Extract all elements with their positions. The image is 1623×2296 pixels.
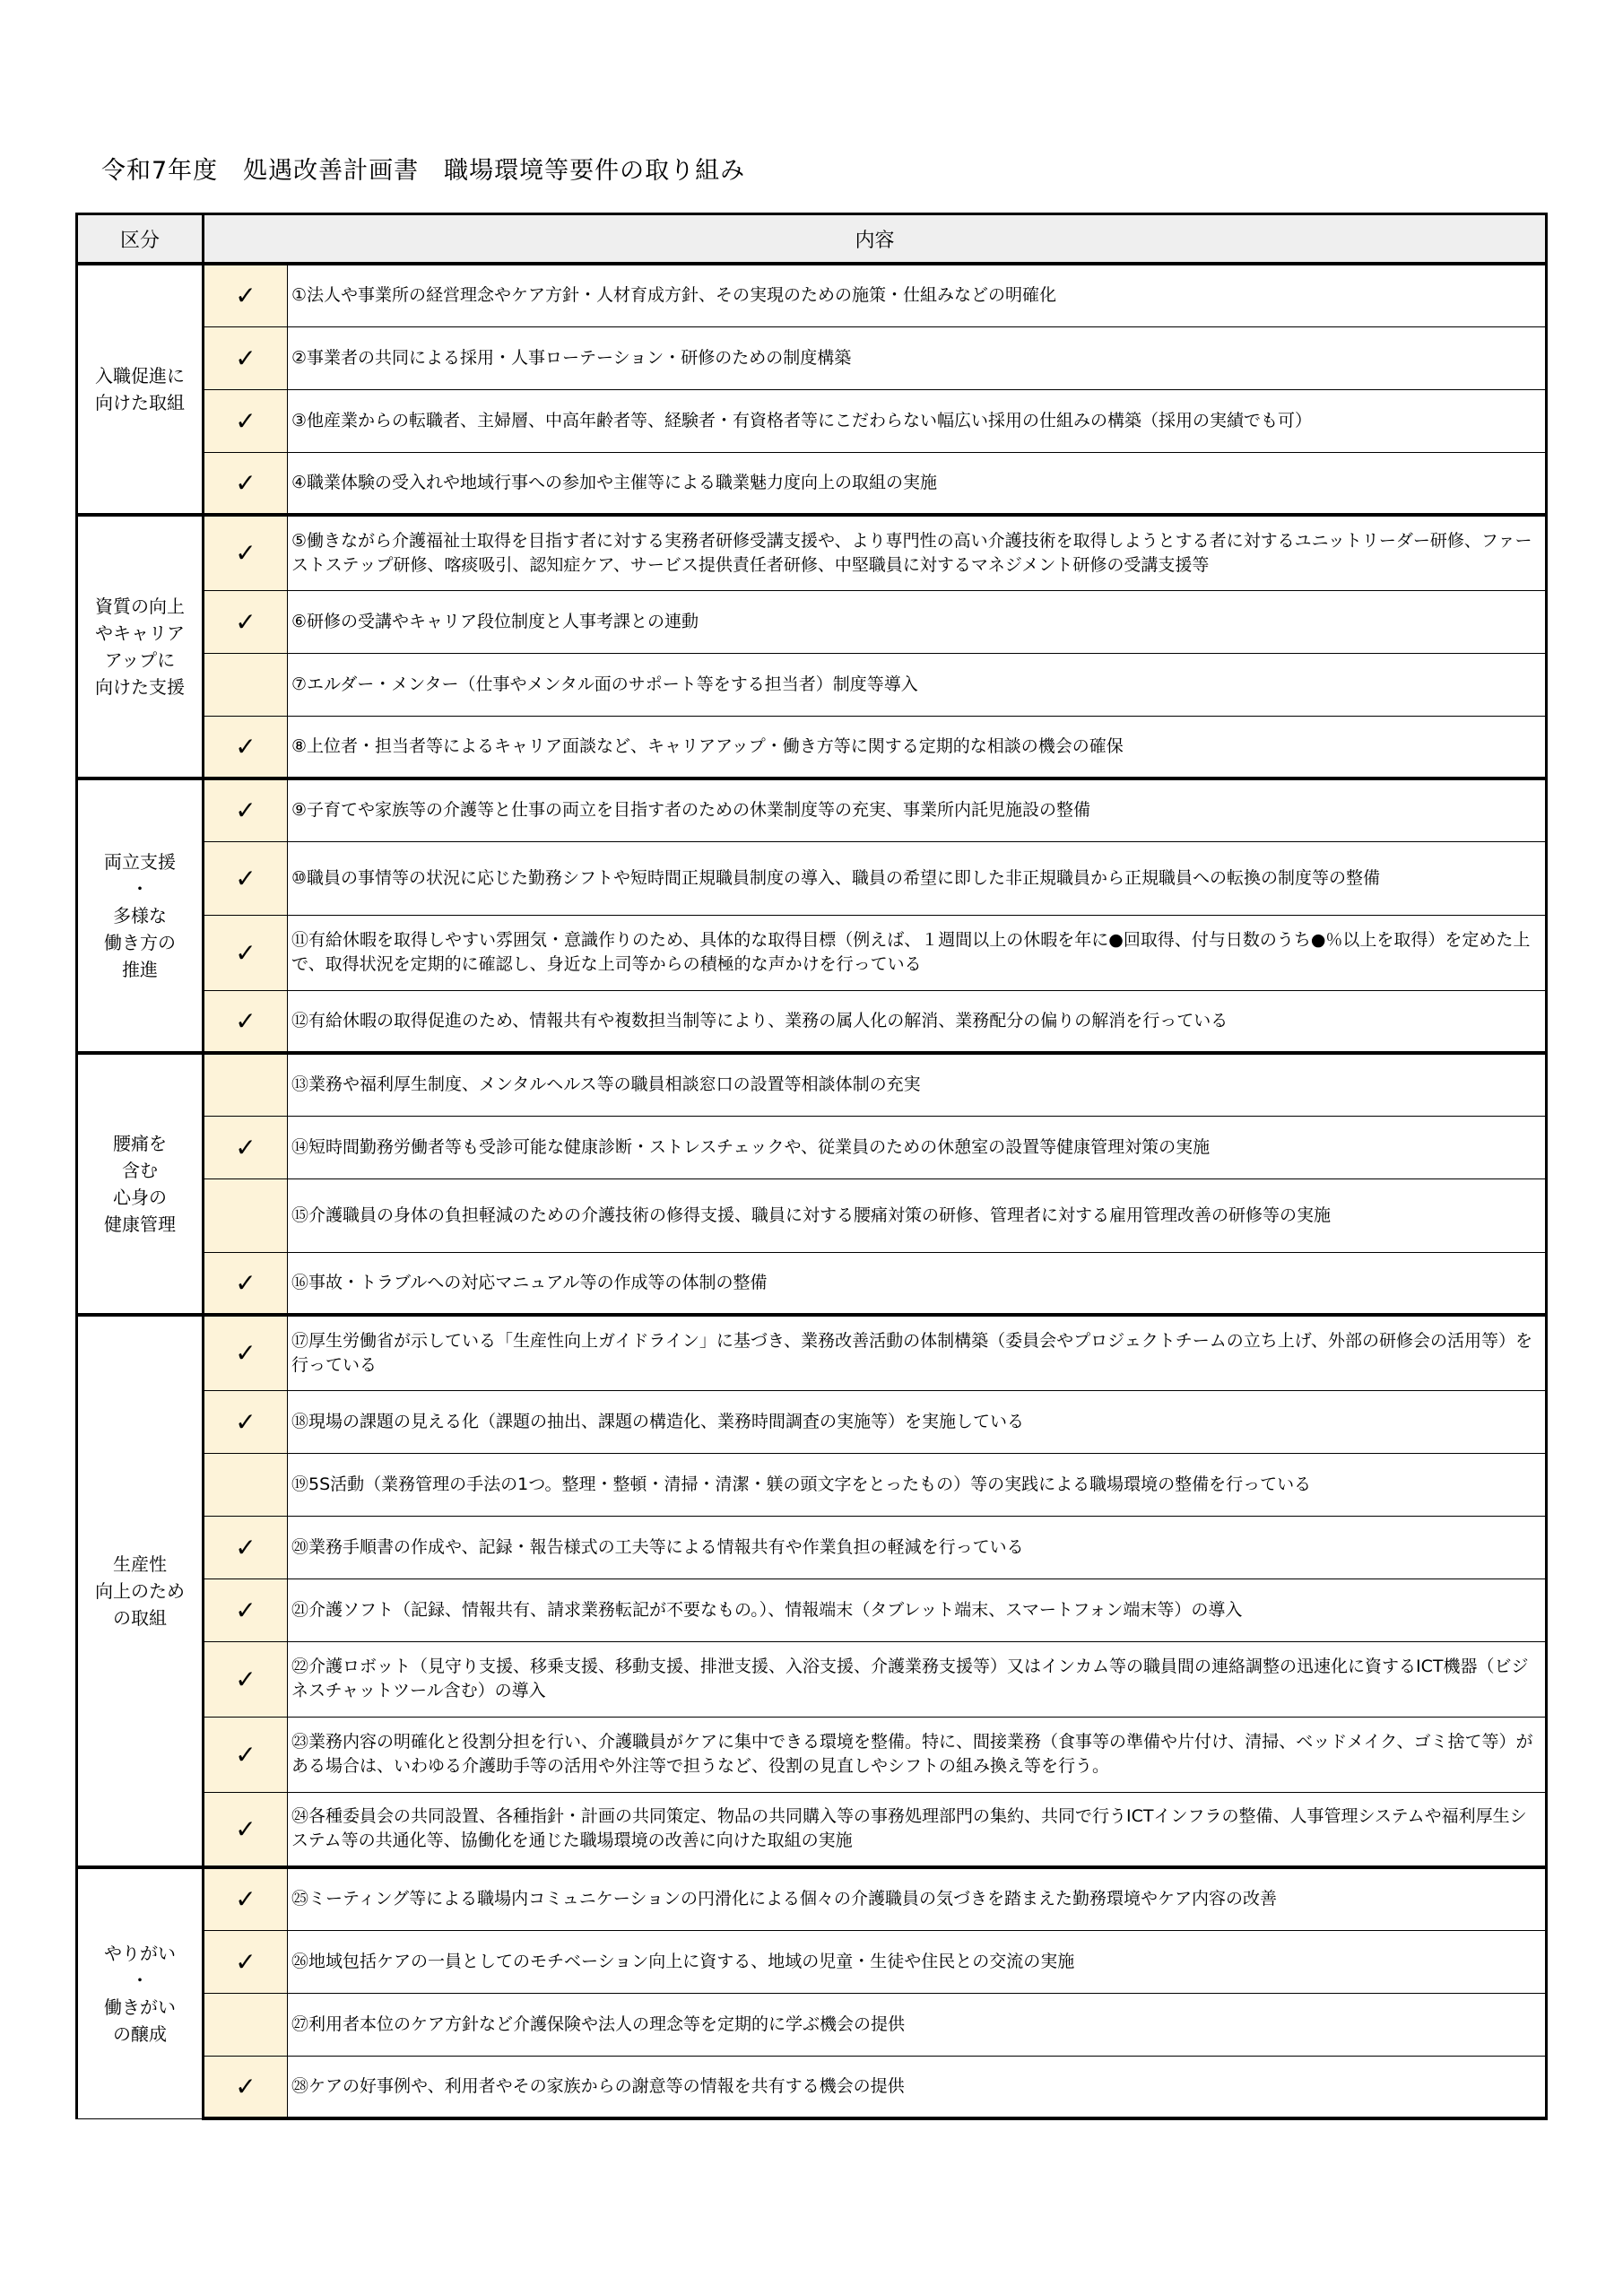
table-row [77, 778, 1547, 841]
item-checkbox[interactable] [204, 1867, 288, 1930]
table-row [77, 1516, 1547, 1578]
table-row [77, 264, 1547, 326]
category-label: 生産性 向上のため の取組 [77, 1315, 204, 1867]
table-row [77, 515, 1547, 590]
table-row [77, 1053, 1547, 1116]
check-mark-icon: ✓ [235, 1884, 256, 1915]
table-header-row [77, 214, 1547, 265]
item-checkbox[interactable] [204, 1930, 288, 1993]
item-checkbox[interactable] [204, 1390, 288, 1453]
item-checkbox[interactable] [204, 1453, 288, 1516]
item-checkbox[interactable] [204, 1578, 288, 1641]
category-label: やりがい ・ 働きがい の醸成 [77, 1867, 204, 2118]
item-checkbox[interactable] [204, 1252, 288, 1315]
item-checkbox[interactable] [204, 590, 288, 653]
page-title: 令和7年度 処遇改善計画書 職場環境等要件の取り組み [101, 157, 746, 185]
item-checkbox[interactable] [204, 915, 288, 990]
item-text: ⑫有給休暇の取得促進のため、情報共有や複数担当制等により、業務の属人化の解消、業務配分の偏りの解消を行っている [288, 990, 1547, 1053]
check-mark-icon: ✓ [235, 1813, 256, 1844]
item-text: ⑯事故・トラブルへの対応マニュアル等の作成等の体制の整備 [288, 1252, 1547, 1315]
check-mark-icon: ✓ [235, 731, 256, 761]
item-text: ⑤働きながら介護福祉士取得を目指す者に対する実務者研修受講支援や、より専門性の高い介護技術を取得しようとする者に対するユニットリーダー研修、ファーストステップ研修、喀痰吸引、認知症ケア、サービス提供責任者研修、中堅職員に対するマネジメント研修の受講支援等 [288, 515, 1547, 590]
table-row [77, 326, 1547, 389]
check-mark-icon: ✓ [235, 1267, 256, 1298]
item-text: ③他産業からの転職者、主婦層、中高年齢者等、経験者・有資格者等にこだわらない幅広い採用の仕組みの構築（採用の実績でも可） [288, 389, 1547, 452]
item-text: ㉖地域包括ケアの一員としてのモチベーション向上に資する、地域の児童・生徒や住民との交流の実施 [288, 1930, 1547, 1993]
table-row [77, 1930, 1547, 1993]
table-row [77, 2056, 1547, 2118]
check-mark-icon: ✓ [235, 1595, 256, 1625]
item-checkbox[interactable] [204, 653, 288, 716]
item-checkbox[interactable] [204, 515, 288, 590]
item-checkbox[interactable] [204, 1178, 288, 1252]
table-row [77, 1252, 1547, 1315]
item-text: ⑮介護職員の身体の負担軽減のための介護技術の修得支援、職員に対する腰痛対策の研修、管理者に対する雇用管理改善の研修等の実施 [288, 1178, 1547, 1252]
item-checkbox[interactable] [204, 1053, 288, 1116]
item-text: ⑧上位者・担当者等によるキャリア面談など、キャリアアップ・働き方等に関する定期的な相談の機会の確保 [288, 716, 1547, 778]
check-mark-icon: ✓ [235, 467, 256, 498]
check-mark-icon: ✓ [235, 538, 256, 569]
table-row [77, 1116, 1547, 1178]
table-body [77, 264, 1547, 2118]
table-row [77, 590, 1547, 653]
table-row [77, 841, 1547, 915]
item-checkbox[interactable] [204, 990, 288, 1053]
requirements-table [75, 213, 1548, 2120]
table-row [77, 452, 1547, 515]
table-row [77, 653, 1547, 716]
item-checkbox[interactable] [204, 264, 288, 326]
item-text: ㉓業務内容の明確化と役割分担を行い、介護職員がケアに集中できる環境を整備。特に、間接業務（食事等の準備や片付け、清掃、ベッドメイク、ゴミ捨て等）がある場合は、いわゆる介護助手等の活用や外注等で担うなど、役割の見直しやシフトの組み換え等を行う。 [288, 1717, 1547, 1792]
item-checkbox[interactable] [204, 1792, 288, 1867]
check-mark-icon: ✓ [235, 606, 256, 637]
table-row [77, 915, 1547, 990]
item-text: ㉕ミーティング等による職場内コミュニケーションの円滑化による個々の介護職員の気づきを踏まえた勤務環境やケア内容の改善 [288, 1867, 1547, 1930]
item-text: ①法人や事業所の経営理念やケア方針・人材育成方針、その実現のための施策・仕組みなどの明確化 [288, 264, 1547, 326]
item-text: ⑨子育てや家族等の介護等と仕事の両立を目指す者のための休業制度等の充実、事業所内託児施設の整備 [288, 778, 1547, 841]
header-category: 区分 [77, 214, 204, 265]
check-mark-icon: ✓ [235, 343, 256, 373]
table-row [77, 1178, 1547, 1252]
check-mark-icon: ✓ [235, 1338, 256, 1369]
table-row [77, 1390, 1547, 1453]
item-text: ㉒介護ロボット（見守り支援、移乗支援、移動支援、排泄支援、入浴支援、介護業務支援等）又はインカム等の職員間の連絡調整の迅速化に資するICT機器（ビジネスチャットツール含む）の導入 [288, 1641, 1547, 1717]
item-checkbox[interactable] [204, 841, 288, 915]
item-text: ㉘ケアの好事例や、利用者やその家族からの謝意等の情報を共有する機会の提供 [288, 2056, 1547, 2118]
item-checkbox[interactable] [204, 326, 288, 389]
item-checkbox[interactable] [204, 1717, 288, 1792]
category-label: 両立支援 ・ 多様な 働き方の 推進 [77, 778, 204, 1053]
item-checkbox[interactable] [204, 1641, 288, 1717]
check-mark-icon: ✓ [235, 1664, 256, 1694]
item-checkbox[interactable] [204, 452, 288, 515]
check-mark-icon: ✓ [235, 405, 256, 436]
table-row [77, 1315, 1547, 1390]
item-text: ㉔各種委員会の共同設置、各種指針・計画の共同策定、物品の共同購入等の事務処理部門の集約、共同で行うICTインフラの整備、人事管理システムや福利厚生システム等の共通化等、協働化を通じた職場環境の改善に向けた取組の実施 [288, 1792, 1547, 1867]
item-text: ⑩職員の事情等の状況に応じた勤務シフトや短時間正規職員制度の導入、職員の希望に即した非正規職員から正規職員への転換の制度等の整備 [288, 841, 1547, 915]
item-checkbox[interactable] [204, 389, 288, 452]
item-checkbox[interactable] [204, 1516, 288, 1578]
table-row [77, 1867, 1547, 1930]
check-mark-icon: ✓ [235, 1739, 256, 1770]
item-text: ⑦エルダー・メンター（仕事やメンタル面のサポート等をする担当者）制度等導入 [288, 653, 1547, 716]
table-row [77, 990, 1547, 1053]
table-row [77, 1578, 1547, 1641]
table-row [77, 716, 1547, 778]
item-checkbox[interactable] [204, 1315, 288, 1390]
check-mark-icon: ✓ [235, 1532, 256, 1562]
table-row [77, 1453, 1547, 1516]
check-mark-icon: ✓ [235, 2071, 256, 2101]
item-checkbox[interactable] [204, 1116, 288, 1178]
category-label: 腰痛を 含む 心身の 健康管理 [77, 1053, 204, 1315]
item-text: ⑱現場の課題の見える化（課題の抽出、課題の構造化、業務時間調査の実施等）を実施している [288, 1390, 1547, 1453]
item-text: ⑥研修の受講やキャリア段位制度と人事考課との連動 [288, 590, 1547, 653]
item-text: ⑭短時間勤務労働者等も受診可能な健康診断・ストレスチェックや、従業員のための休憩室の設置等健康管理対策の実施 [288, 1116, 1547, 1178]
item-text: ⑲5S活動（業務管理の手法の1つ。整理・整頓・清掃・清潔・躾の頭文字をとったもの）等の実践による職場環境の整備を行っている [288, 1453, 1547, 1516]
check-mark-icon: ✓ [235, 1132, 256, 1162]
table-row [77, 1792, 1547, 1867]
item-checkbox[interactable] [204, 716, 288, 778]
item-text: ②事業者の共同による採用・人事ローテーション・研修のための制度構築 [288, 326, 1547, 389]
item-text: ⑰厚生労働省が示している「生産性向上ガイドライン」に基づき、業務改善活動の体制構築（委員会やプロジェクトチームの立ち上げ、外部の研修会の活用等）を行っている [288, 1315, 1547, 1390]
check-mark-icon: ✓ [235, 1005, 256, 1036]
category-label: 入職促進に 向けた取組 [77, 264, 204, 515]
item-text: ⑳業務手順書の作成や、記録・報告様式の工夫等による情報共有や作業負担の軽減を行っている [288, 1516, 1547, 1578]
item-text: ⑬業務や福利厚生制度、メンタルヘルス等の職員相談窓口の設置等相談体制の充実 [288, 1053, 1547, 1116]
item-text: ㉗利用者本位のケア方針など介護保険や法人の理念等を定期的に学ぶ機会の提供 [288, 1993, 1547, 2056]
table-row [77, 1993, 1547, 2056]
item-checkbox[interactable] [204, 778, 288, 841]
category-label: 資質の向上 やキャリア アップに 向けた支援 [77, 515, 204, 778]
table-row [77, 389, 1547, 452]
check-mark-icon: ✓ [235, 796, 256, 826]
check-mark-icon: ✓ [235, 1946, 256, 1977]
item-text: ④職業体験の受入れや地域行事への参加や主催等による職業魅力度向上の取組の実施 [288, 452, 1547, 515]
check-mark-icon: ✓ [235, 1406, 256, 1437]
item-checkbox[interactable] [204, 1993, 288, 2056]
table-row [77, 1717, 1547, 1792]
item-text: ⑪有給休暇を取得しやすい雰囲気・意識作りのため、具体的な取得目標（例えば、１週間以上の休暇を年に●回取得、付与日数のうち●％以上を取得）を定めた上で、取得状況を定期的に確認し、身近な上司等からの積極的な声かけを行っている [288, 915, 1547, 990]
item-text: ㉑介護ソフト（記録、情報共有、請求業務転記が不要なもの。）、情報端末（タブレット端末、スマートフォン端末等）の導入 [288, 1578, 1547, 1641]
table-row [77, 1641, 1547, 1717]
check-mark-icon: ✓ [235, 937, 256, 968]
check-mark-icon: ✓ [235, 863, 256, 893]
check-mark-icon: ✓ [235, 281, 256, 311]
item-checkbox[interactable] [204, 2056, 288, 2118]
header-content: 内容 [204, 214, 1547, 265]
